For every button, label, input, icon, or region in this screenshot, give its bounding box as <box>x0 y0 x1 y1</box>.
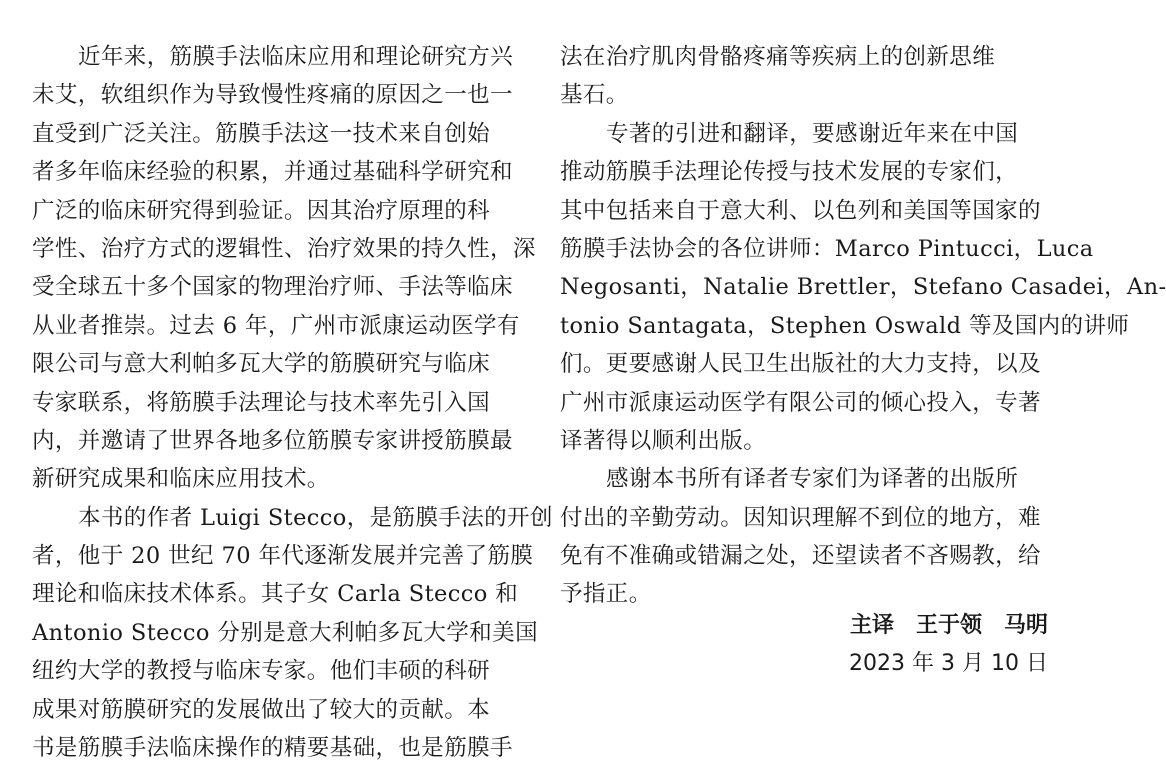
text-line: 新研究成果和临床应用技术。 <box>32 466 330 493</box>
text-line: tonio Santagata，Stephen Oswald 等及国内的讲师 <box>560 312 1130 339</box>
text-line: 们。更要感谢人民卫生出版社的大力支持，以及 <box>560 351 1041 378</box>
text-line: 未艾，软组织作为导致慢性疼痛的原因之一也一 <box>32 82 513 109</box>
text-line: 从业者推崇。过去 6 年，广州市派康运动医学有 <box>32 312 520 339</box>
text-line: 予指正。 <box>560 581 652 608</box>
text-line: 书是筋膜手法临床操作的精要基础，也是筋膜手 <box>32 735 513 762</box>
text-line: 纽约大学的教授与临床专家。他们丰硕的科研 <box>32 658 491 685</box>
text-line: 者，他于 20 世纪 70 年代逐渐发展并完善了筋膜 <box>32 543 534 570</box>
left-text-column <box>32 38 553 767</box>
text-line: 专著的引进和翻译，要感谢近年来在中国 <box>606 120 1019 147</box>
text-line: 成果对筋膜研究的发展做出了较大的贡献。本 <box>32 696 491 723</box>
text-line: Negosanti，Natalie Brettler，Stefano Casadei，An- <box>560 274 1166 301</box>
text-line: 直受到广泛关注。筋膜手法这一技术来自创始 <box>32 120 491 147</box>
text-line: 广泛的临床研究得到验证。因其治疗原理的科 <box>32 197 491 224</box>
text-line: 专家联系，将筋膜手法理论与技术率先引入国 <box>32 389 491 416</box>
text-line: Antonio Stecco 分别是意大利帕多瓦大学和美国 <box>32 619 538 646</box>
text-line: 感谢本书所有译者专家们为译著的出版所 <box>606 466 1019 493</box>
right-text-column <box>560 38 1166 614</box>
text-line: 理论和临床技术体系。其子女 Carla Stecco 和 <box>32 581 519 608</box>
text-line: 学性、治疗方式的逻辑性、治疗效果的持久性，深 <box>32 235 536 262</box>
text-line: 近年来，筋膜手法临床应用和理论研究方兴 <box>78 44 514 70</box>
text-line: 推动筋膜手法理论传授与技术发展的专家们， <box>560 159 1019 186</box>
text-line: 基石。 <box>560 82 629 109</box>
text-line: 筋膜手法协会的各位讲师：Marco Pintucci，Luca <box>560 235 1094 262</box>
text-line: 其中包括来自于意大利、以色列和美国等国家的 <box>560 197 1041 224</box>
text-line: 者多年临床经验的积累，并通过基础科学研究和 <box>32 159 513 186</box>
text-line: 免有不准确或错漏之处，还望读者不吝赐教，给 <box>560 543 1041 570</box>
signature-date: 2023 年 3 月 10 日 <box>849 651 1048 676</box>
text-line: 限公司与意大利帕多瓦大学的筋膜研究与临床 <box>32 351 491 378</box>
text-line: 广州市派康运动医学有限公司的倾心投入，专著 <box>560 389 1041 416</box>
text-line: 本书的作者 Luigi Stecco，是筋膜手法的开创 <box>78 504 553 531</box>
text-line: 译著得以顺利出版。 <box>560 427 767 454</box>
text-line: 付出的辛勤劳动。因知识理解不到位的地方，难 <box>560 504 1041 531</box>
text-line: 受全球五十多个国家的物理治疗师、手法等临床 <box>32 274 513 301</box>
text-line: 内，并邀请了世界各地多位筋膜专家讲授筋膜最 <box>32 427 513 454</box>
translators-signature: 主译 王于领 马明 <box>849 613 1048 638</box>
text-line: 法在治疗肌肉骨骼疼痛等疾病上的创新思维 <box>560 44 996 70</box>
